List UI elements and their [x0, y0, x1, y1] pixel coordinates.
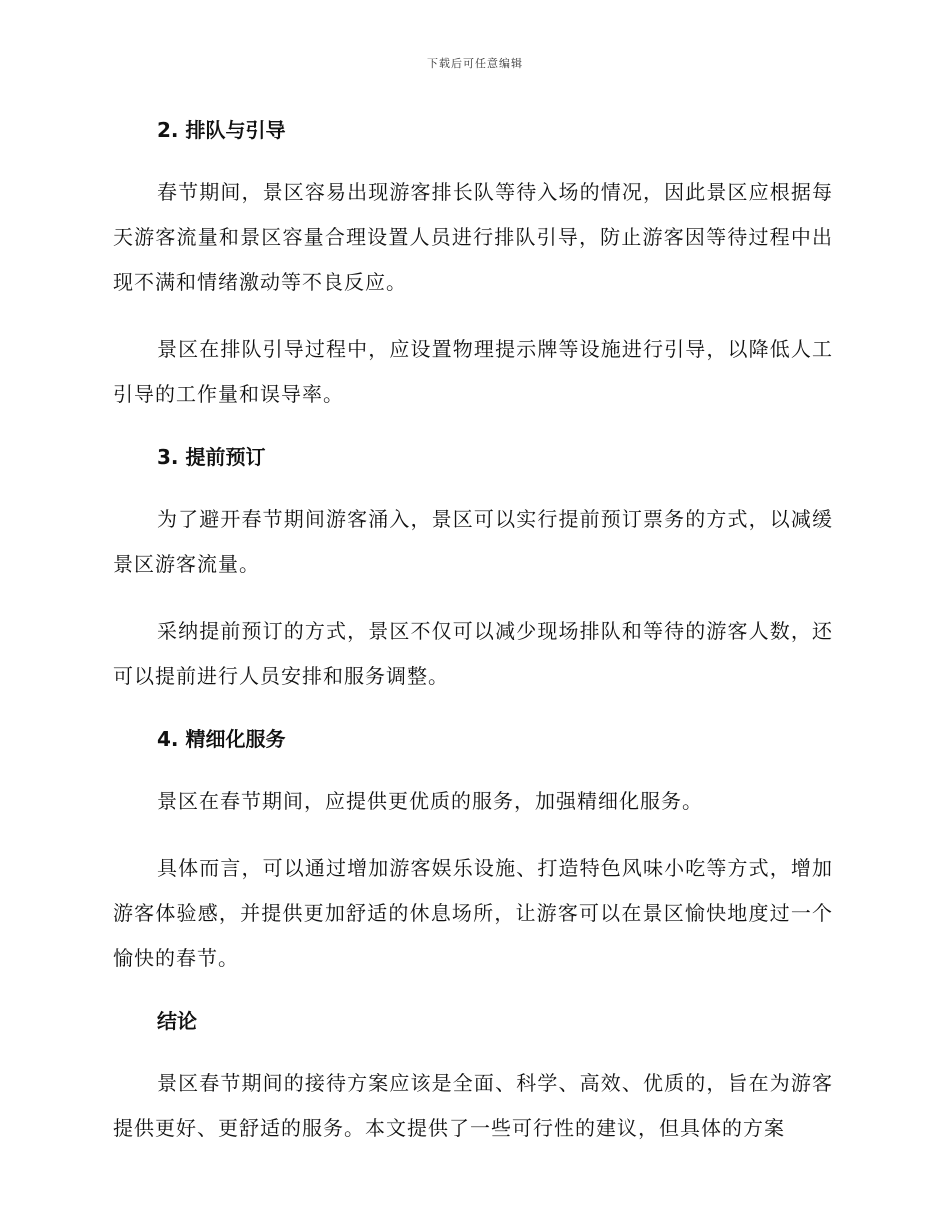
paragraph: 景区春节期间的接待方案应该是全面、科学、高效、优质的，旨在为游客提供更好、更舒适的服务。本文提供了一些可行性的建议，但具体的方案	[113, 1071, 833, 1140]
paragraph: 景区在春节期间，应提供更优质的服务，加强精细化服务。	[157, 789, 703, 813]
section-heading: 2. 排队与引导	[157, 118, 286, 142]
paragraph: 为了避开春节期间游客涌入，景区可以实行提前预订票务的方式，以减缓景区游客流量。	[113, 507, 833, 576]
section-heading: 结论	[157, 1009, 197, 1033]
section-heading: 4. 精细化服务	[157, 727, 286, 751]
document-body	[113, 112, 833, 1173]
section-refined-service	[113, 721, 833, 981]
paragraph: 景区在排队引导过程中，应设置物理提示牌等设施进行引导，以降低人工引导的工作量和误导率。	[113, 337, 833, 406]
section-conclusion	[113, 1003, 833, 1151]
paragraph: 采纳提前预订的方式，景区不仅可以减少现场排队和等待的游客人数，还可以提前进行人员安排和服务调整。	[113, 619, 833, 688]
section-queue-guidance	[113, 112, 833, 417]
section-advance-booking	[113, 439, 833, 699]
section-heading: 3. 提前预订	[157, 445, 266, 469]
paragraph: 具体而言，可以通过增加游客娱乐设施、打造特色风味小吃等方式，增加游客体验感，并提供更加舒适的休息场所，让游客可以在景区愉快地度过一个愉快的春节。	[113, 856, 833, 970]
paragraph: 春节期间，景区容易出现游客排长队等待入场的情况，因此景区应根据每天游客流量和景区容量合理设置人员进行排队引导，防止游客因等待过程中出现不满和情绪激动等不良反应。	[113, 180, 833, 294]
page-header-note: 下载后可任意编辑	[427, 57, 523, 70]
